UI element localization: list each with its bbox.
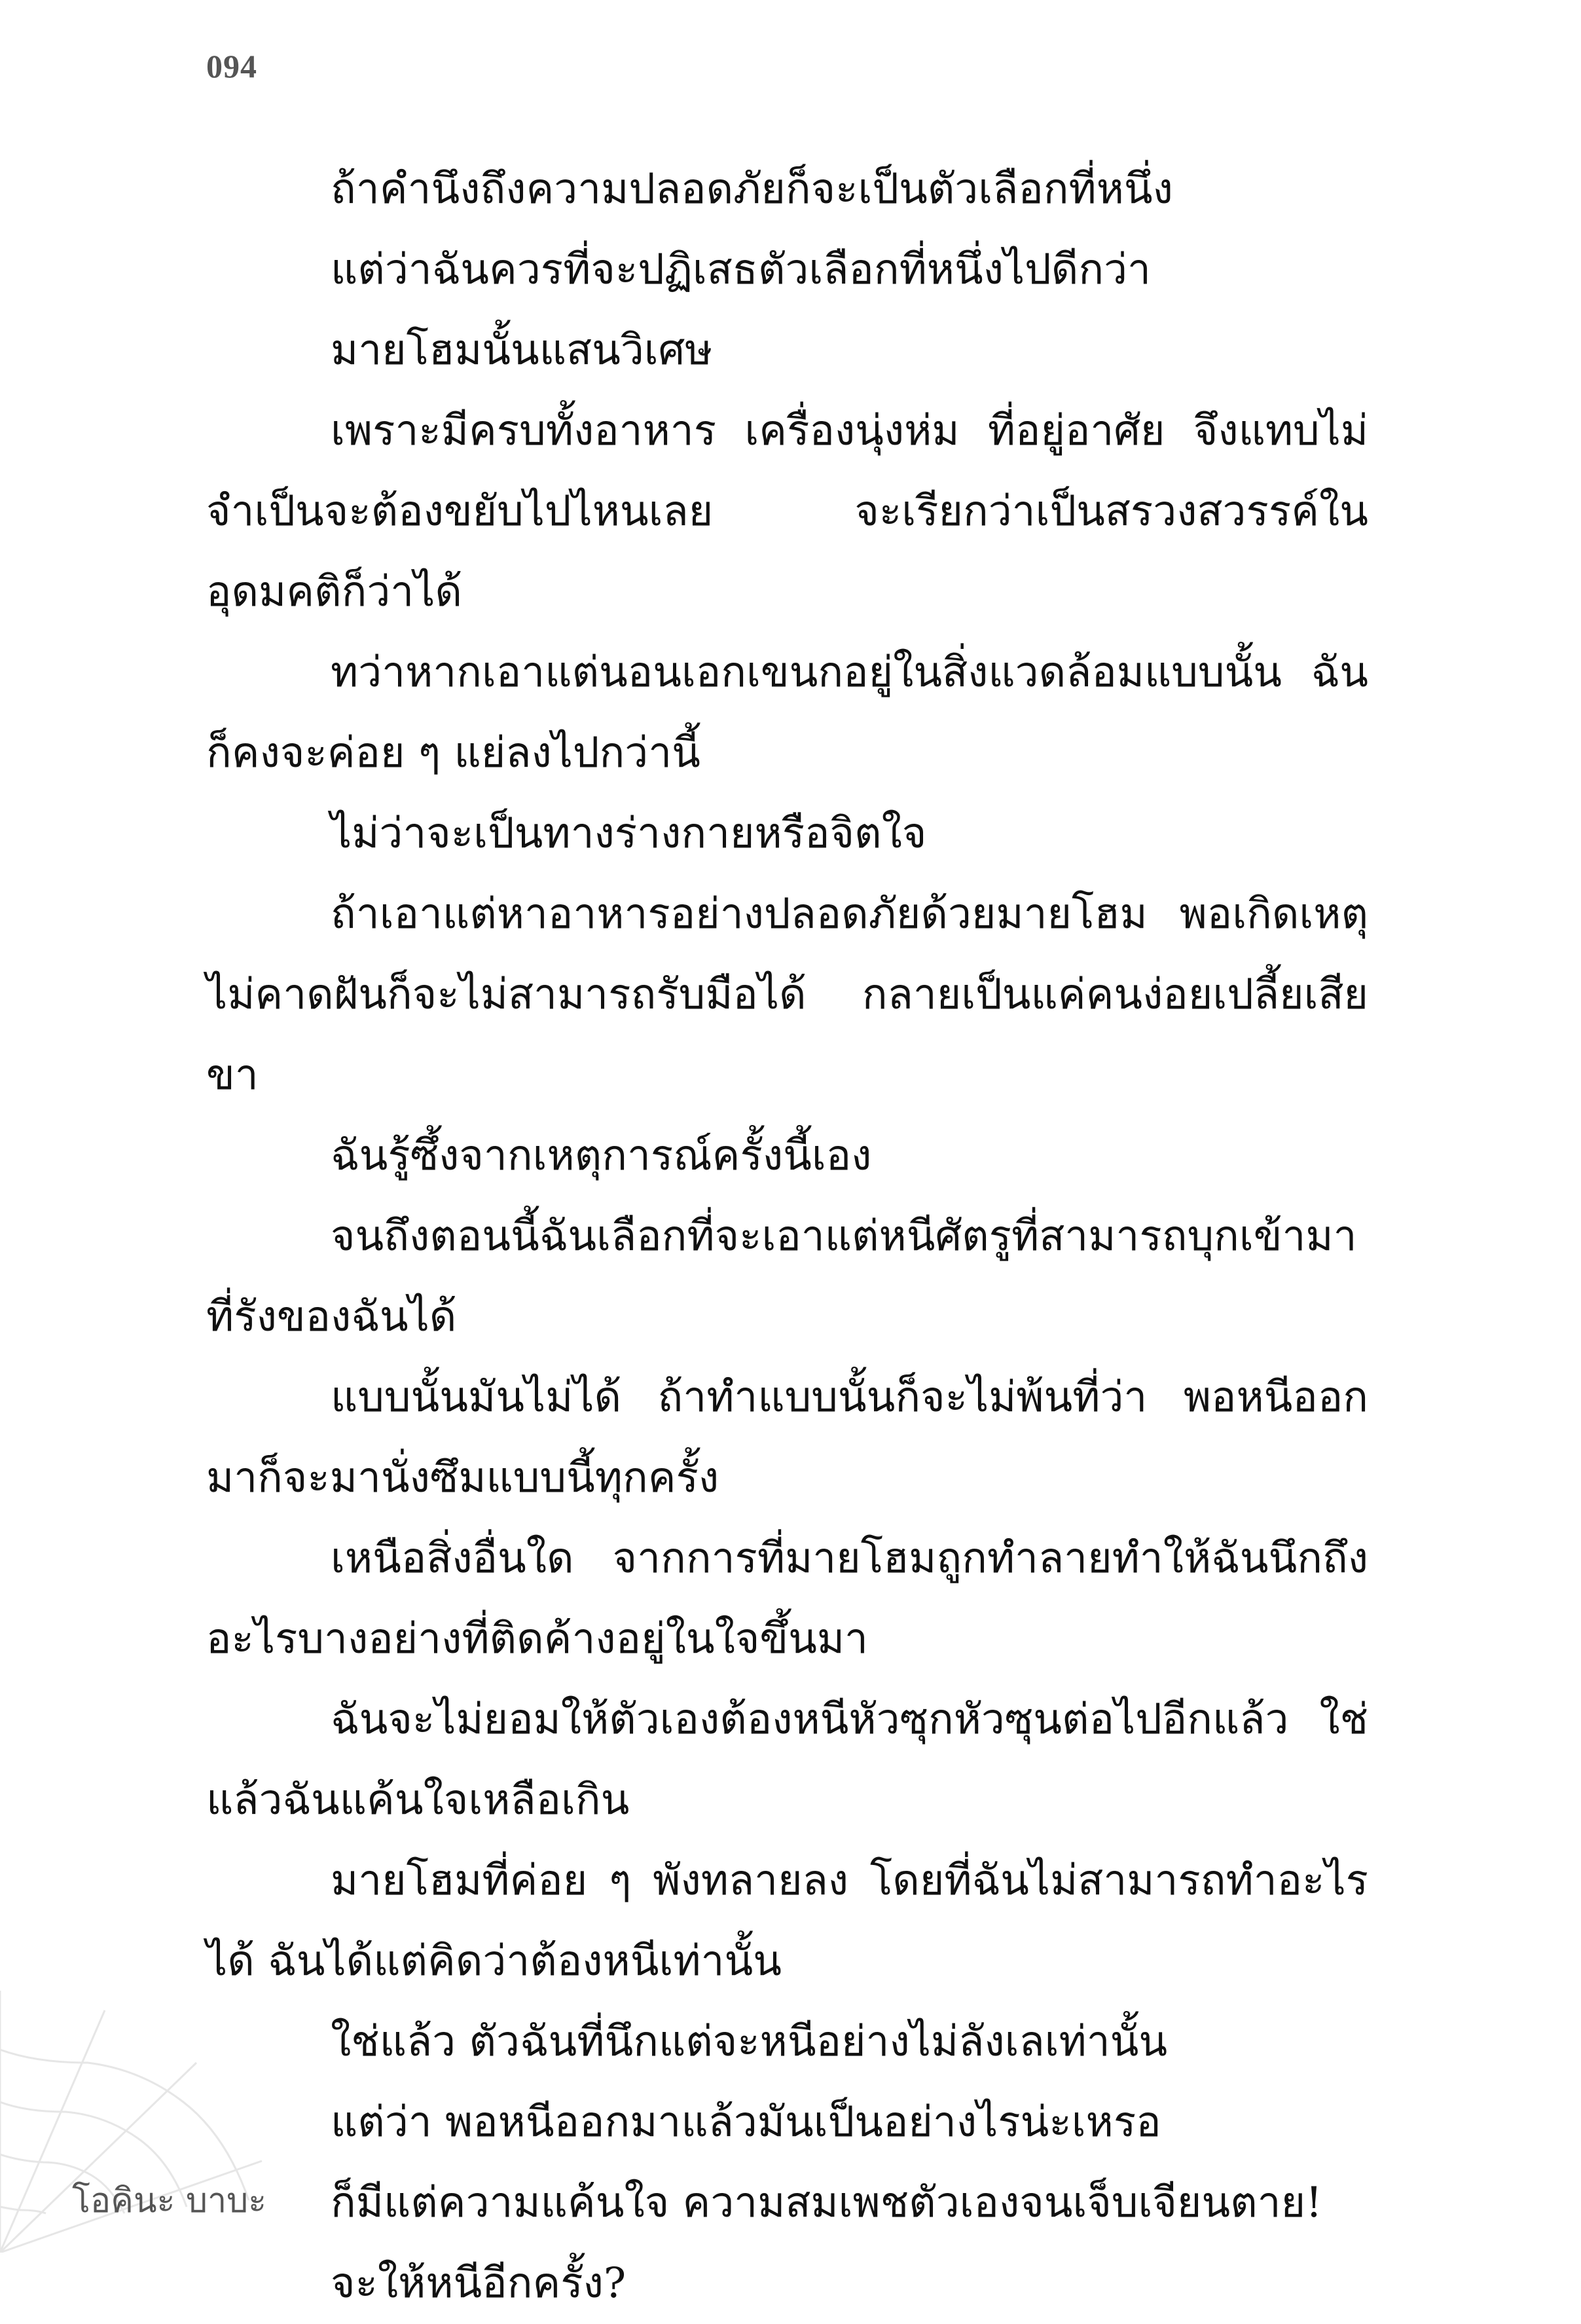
paragraph: เหนือสิ่งอื่นใด จากการที่มายโฮมถูกทำลายทำให้ฉันนึกถึงอะไรบางอย่างที่ติดค้างอยู่ในใจขึ้นมา xyxy=(206,1534,1368,1663)
page-number: 094 xyxy=(206,48,257,84)
body-text xyxy=(206,149,1368,2324)
paragraph: ทว่าหากเอาแต่นอนเอกเขนกอยู่ในสิ่งแวดล้อมแบบนั้น ฉันก็คงจะค่อย ๆ แย่ลงไปกว่านี้ xyxy=(206,648,1368,777)
paragraph: มายโฮมที่ค่อย ๆ พังทลายลง โดยที่ฉันไม่สามารถทำอะไรได้ ฉันได้แต่คิดว่าต้องหนีเท่านั้น xyxy=(206,1856,1368,1985)
paragraph: แต่ว่า พอหนีออกมาแล้วมันเป็นอย่างไรน่ะเหรอ xyxy=(331,2098,1161,2147)
paragraph: แต่ว่าฉันควรที่จะปฏิเสธตัวเลือกที่หนึ่งไปดีกว่า xyxy=(331,246,1151,294)
paragraph: มายโฮมนั้นแสนวิเศษ xyxy=(331,326,713,375)
paragraph: ไม่ว่าจะเป็นทางร่างกายหรือจิตใจ xyxy=(331,809,927,858)
paragraph: ฉันจะไม่ยอมให้ตัวเองต้องหนีหัวซุกหัวซุนต่อไปอีกแล้ว ใช่แล้วฉันแค้นใจเหลือเกิน xyxy=(206,1695,1368,1824)
footer-title: โอคินะ บาบะ xyxy=(72,2181,267,2221)
paragraph: ใช่แล้ว ตัวฉันที่นึกแต่จะหนีอย่างไม่ลังเลเท่านั้น xyxy=(331,2018,1168,2066)
paragraph: ฉันรู้ซึ้งจากเหตุการณ์ครั้งนี้เอง xyxy=(331,1132,872,1180)
paragraph: แบบนั้นมันไม่ได้ ถ้าทำแบบนั้นก็จะไม่พ้นที่ว่า พอหนีออกมาก็จะมานั่งซึมแบบนี้ทุกครั้ง xyxy=(206,1373,1368,1502)
paragraph: ถ้าเอาแต่หาอาหารอย่างปลอดภัยด้วยมายโฮม พอเกิดเหตุไม่คาดฝันก็จะไม่สามารถรับมือได้ กลายเป็นแค่คนง่อยเปลี้ยเสียขา xyxy=(206,890,1368,1099)
paragraph: จนถึงตอนนี้ฉันเลือกที่จะเอาแต่หนีศัตรูที่สามารถบุกเข้ามาที่รังของฉันได้ xyxy=(206,1212,1357,1341)
paragraph: ก็มีแต่ความแค้นใจ ความสมเพชตัวเองจนเจ็บเจียนตาย! xyxy=(331,2179,1322,2227)
paragraph: เพราะมีครบทั้งอาหาร เครื่องนุ่งห่ม ที่อยู่อาศัย จึงแทบไม่จำเป็นจะต้องขยับไปไหนเลย จะเรียกว่าเป็นสรวงสวรรค์ในอุดมคติก็ว่าได้ xyxy=(206,407,1368,616)
paragraph: จะให้หนีอีกครั้ง? xyxy=(331,2259,627,2308)
paragraph: ถ้าคำนึงถึงความปลอดภัยก็จะเป็นตัวเลือกที่หนึ่ง xyxy=(331,165,1173,213)
